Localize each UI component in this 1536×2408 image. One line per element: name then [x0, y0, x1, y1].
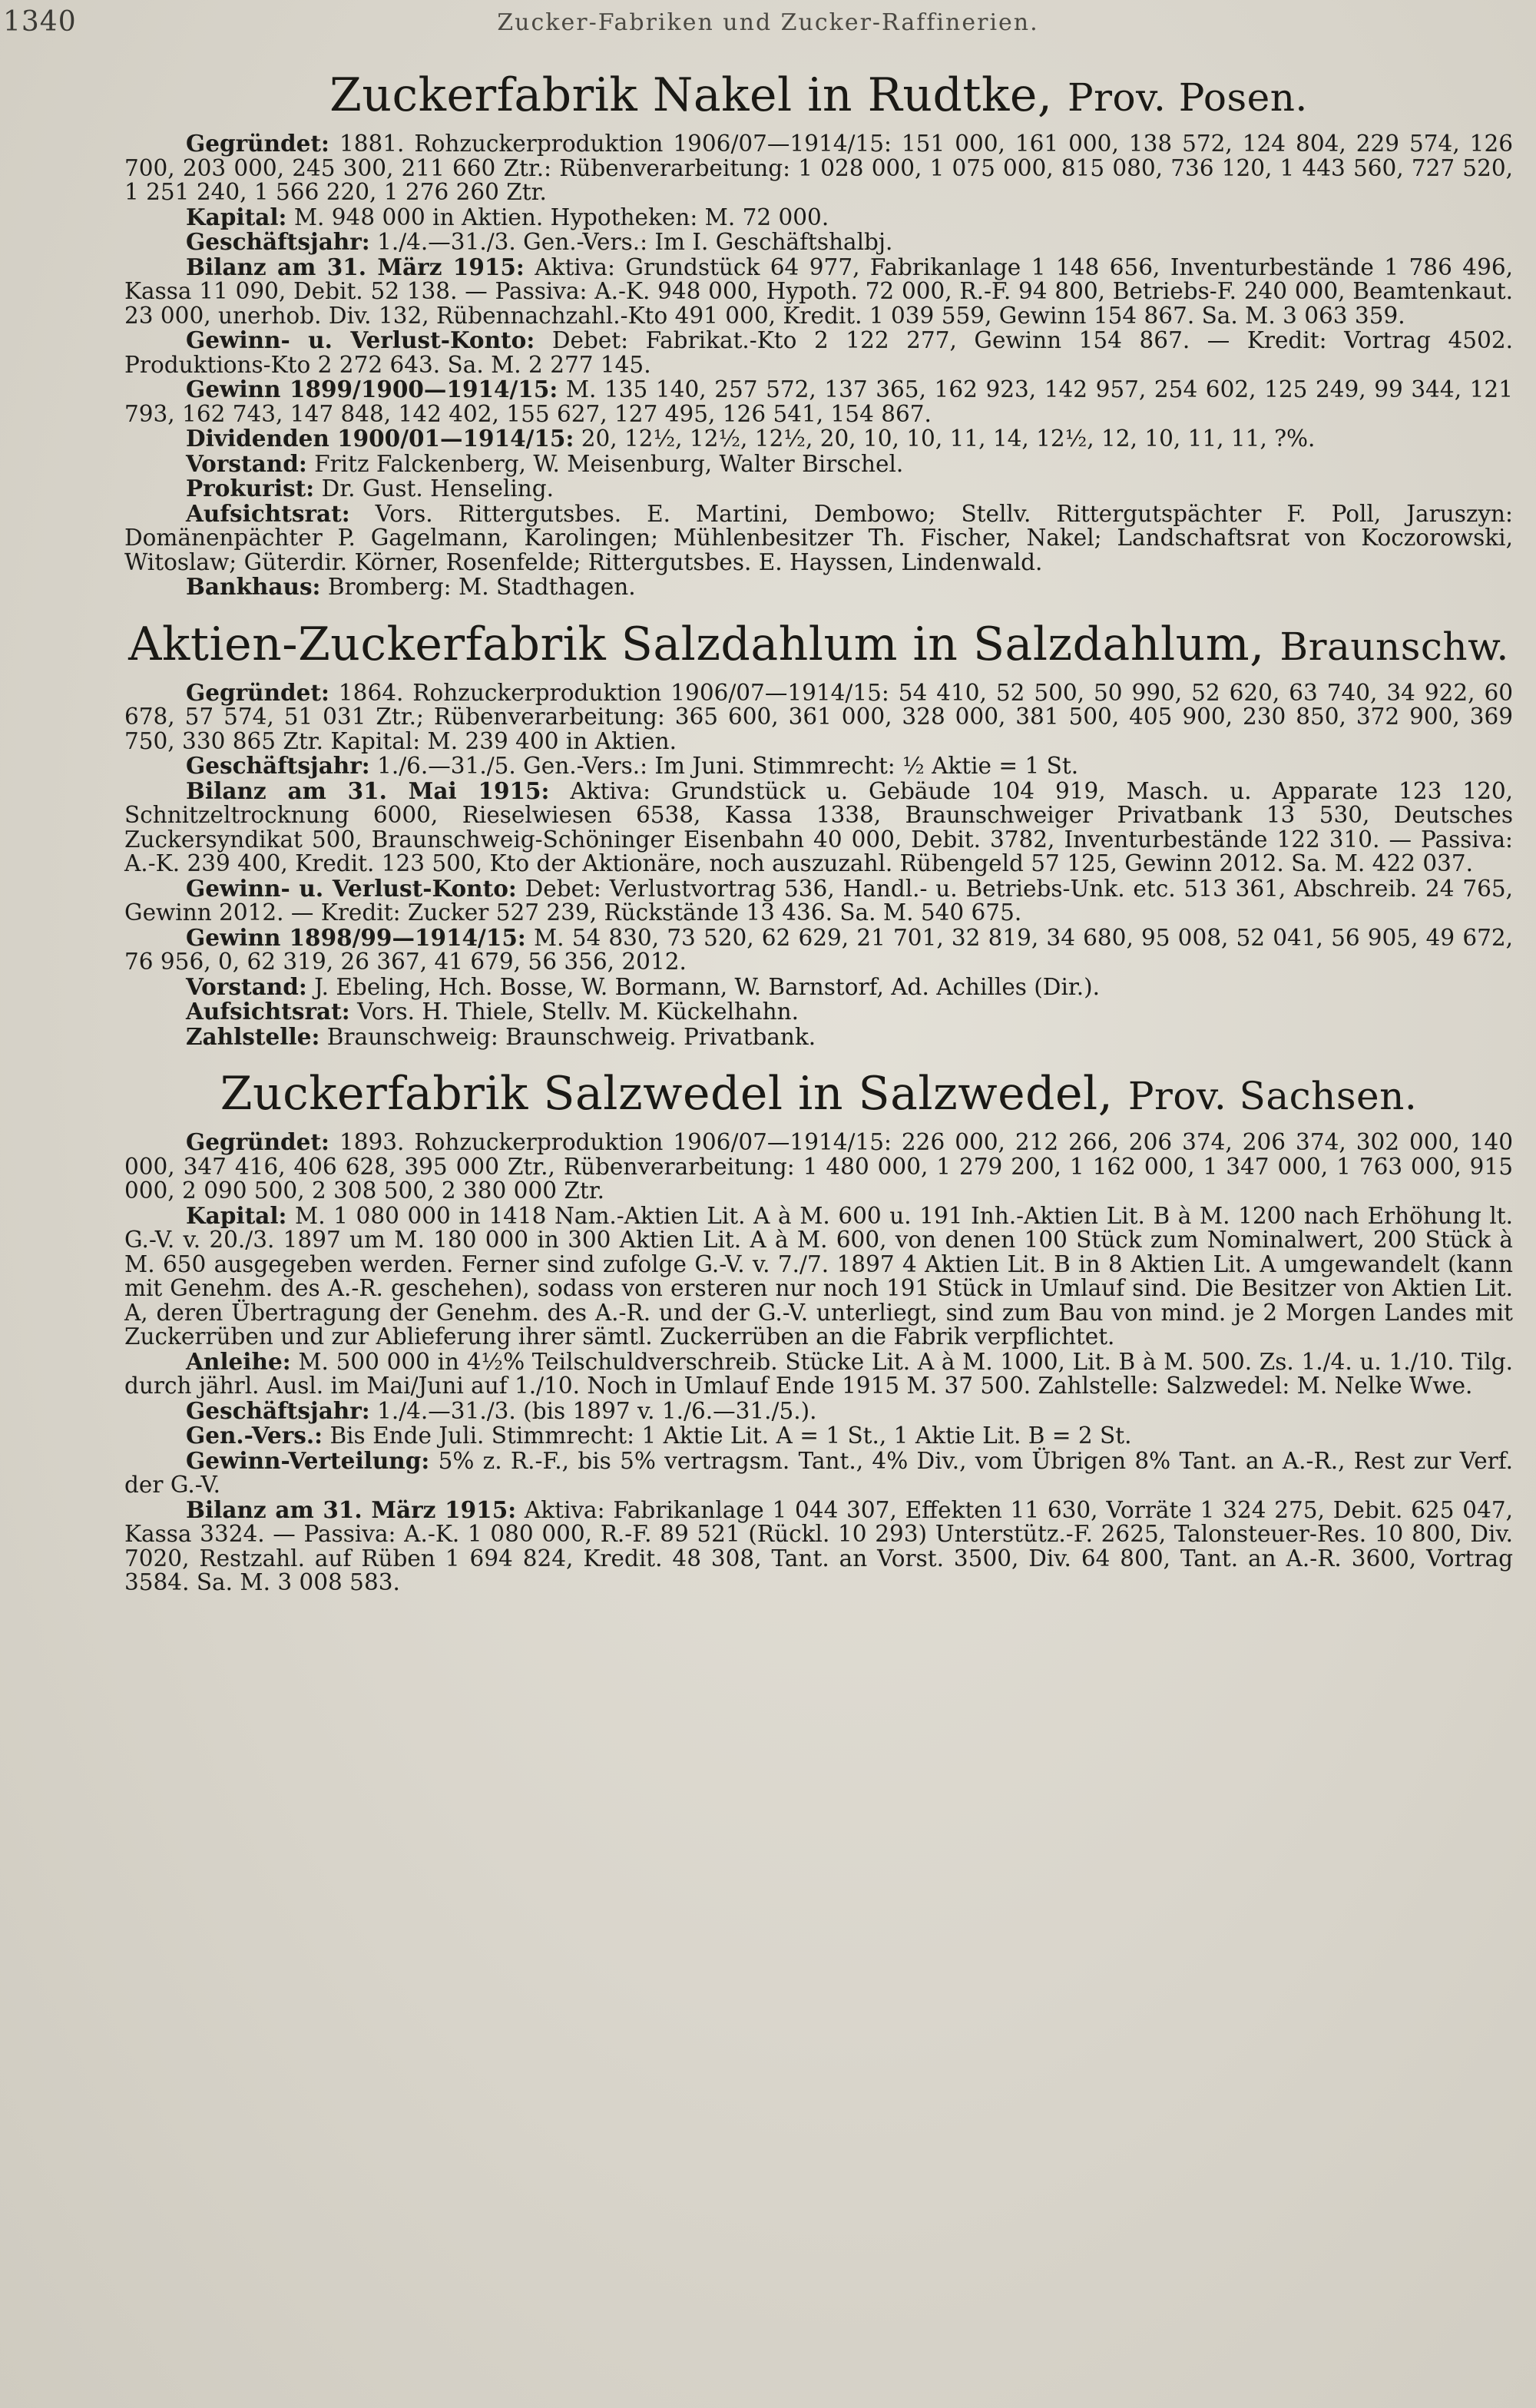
field-dividenden: Dividenden 1900/01—1914/15: 20, 12½, 12½, 12½, 20, 10, 10, 11, 14, 12½, 12, 10, 11, 11, ?%. [186, 425, 1316, 452]
field-anleihe: Anleihe: M. 500 000 in 4½% Teilschuldverschreib. Stücke Lit. A à M. 1000, Lit. B à M. 500. Zs. 1./4. u. 1./10. Tilg. durch jährl. Ausl. im Mai/Juni auf 1./10. Noch in Umlauf Ende 1915 M. 37 500. Zahlstelle: Salzwedel: M. Nelke Wwe. [124, 1347, 1513, 1399]
field-bilanz: Bilanz am 31. Mai 1915: Aktiva: Grundstück u. Gebäude 104 919, Masch. u. Apparate 123 120, Schnitzeltrocknung 6000, Rieselwiesen 6538, Kassa 1338, Braunschweiger Privatbank 13 530, Deutsches Zuckersyndikat 500, Braunschweig-Schöninger Eisenbahn 40 000, Debit. 3782, Inventurbestände 122 310. — Passiva: A.-K. 239 400, Kredit. 123 500, Kto der Aktionäre, noch auszuzahl. Rübengeld 57 125, Gewinn 2012. Sa. M. 422 037. [124, 777, 1513, 876]
company-title: Aktien-Zuckerfabrik Salzdahlum in Salzdahlum, [128, 617, 1265, 671]
running-title: Zucker-Fabriken und Zucker-Raffinerien. [497, 9, 1039, 36]
company-heading [124, 1060, 1513, 1130]
field-gegruendet: Gegründet: 1864. Rohzuckerproduktion 1906/07—1914/15: 54 410, 52 500, 50 990, 52 620, 63 740, 34 922, 60 678, 57 574, 51 031 Ztr.; Rübenverarbeitung: 365 600, 361 000, 328 000, 381 500, 405 900, 230 850, 372 900, 369 750, 330 865 Ztr. Kapital: M. 239 400 in Aktien. [124, 678, 1513, 754]
field-bankhaus: Bankhaus: Bromberg: M. Stadthagen. [186, 573, 636, 600]
running-head [0, 6, 1536, 41]
page-number: 1340 [3, 6, 77, 38]
field-geschaeftsjahr: Geschäftsjahr: 1./4.—31./3. Gen.-Vers.: Im I. Geschäftshalbj. [186, 228, 893, 255]
field-bilanz: Bilanz am 31. März 1915: Aktiva: Fabrikanlage 1 044 307, Effekten 11 630, Vorräte 1 324 275, Debit. 625 047, Kassa 3324. — Passiva: A.-K. 1 080 000, R.-F. 89 521 (Rückl. 10 293) Unterstütz.-F. 2625, Talonsteuer-Res. 10 800, Div. 7020, Restzahl. auf Rüben 1 694 824, Kredit. 48 308, Tant. an Vorst. 3500, Div. 64 800, Tant. an A.-R. 3600, Vortrag 3584. Sa. M. 3 008 583. [124, 1495, 1513, 1595]
field-geschaeftsjahr: Geschäftsjahr: 1./4.—31./3. (bis 1897 v. 1./6.—31./5.). [186, 1396, 817, 1424]
field-zahlstelle: Zahlstelle: Braunschweig: Braunschweig. Privatbank. [186, 1022, 816, 1050]
field-prokurist: Prokurist: Dr. Gust. Henseling. [186, 475, 554, 502]
field-aufsichtsrat: Aufsichtsrat: Vors. H. Thiele, Stellv. M. Kückelhahn. [186, 998, 799, 1025]
company-title: Zuckerfabrik Nakel in Rudtke, [329, 68, 1053, 122]
company-region: Prov. Sachsen. [1127, 1074, 1418, 1118]
company-entry-salzwedel [124, 1060, 1513, 1595]
field-bilanz: Bilanz am 31. März 1915: Aktiva: Grundstück 64 977, Fabrikanlage 1 148 656, Inventurbestände 1 786 496, Kassa 11 090, Debit. 52 138. — Passiva: A.-K. 948 000, Hypoth. 72 000, R.-F. 94 800, Betriebs-F. 240 000, Beamtenkaut. 23 000, unerhob. Div. 132, Rübennachzahl.-Kto 491 000, Kredit. 1 039 559, Gewinn 154 867. Sa. M. 3 063 359. [124, 253, 1513, 329]
page-content [124, 61, 1513, 1595]
company-heading [124, 611, 1513, 681]
field-gewinn-verlust-konto: Gewinn- u. Verlust-Konto: Debet: Verlustvortrag 536, Handl.- u. Betriebs-Unk. etc. 513 361, Abschreib. 24 765, Gewinn 2012. — Kredit: Zucker 527 239, Rückstände 13 436. Sa. M. 540 675. [124, 874, 1513, 926]
field-vorstand: Vorstand: J. Ebeling, Hch. Bosse, W. Bormann, W. Barnstorf, Ad. Achilles (Dir.). [186, 972, 1101, 1000]
field-gewinn: Gewinn 1898/99—1914/15: M. 54 830, 73 520, 62 629, 21 701, 32 819, 34 680, 95 008, 52 041, 56 905, 49 672, 76 956, 0, 62 319, 26 367, 41 679, 56 356, 2012. [124, 923, 1514, 975]
field-gegruendet: Gegründet: 1893. Rohzuckerproduktion 1906/07—1914/15: 226 000, 212 266, 206 374, 206 374, 302 000, 140 000, 347 416, 406 628, 395 000 Ztr., Rübenverarbeitung: 1 480 000, 1 279 200, 1 162 000, 1 347 000, 1 763 000, 915 000, 2 090 500, 2 308 500, 2 380 000 Ztr. [124, 1128, 1513, 1204]
field-kapital: Kapital: M. 948 000 in Aktien. Hypotheken: M. 72 000. [186, 203, 829, 230]
company-region: Prov. Posen. [1068, 75, 1308, 120]
field-aufsichtsrat: Aufsichtsrat: Vors. Rittergutsbes. E. Martini, Dembowo; Stellv. Rittergutspächter F. Poll, Jaruszyn: Domänenpächter P. Gagelmann, Karolingen; Mühlenbesitzer Th. Fischer, Nakel; Landschaftsrat von Koczorowski, Witoslaw; Güterdir. Körner, Rosenfelde; Rittergutsbes. E. Hayssen, Lindenwald. [124, 499, 1513, 575]
field-geschaeftsjahr: Geschäftsjahr: 1./6.—31./5. Gen.-Vers.: Im Juni. Stimmrecht: ½ Aktie = 1 St. [186, 752, 1079, 779]
company-entry-salzdahlum [124, 611, 1513, 1050]
company-title: Zuckerfabrik Salzwedel in Salzwedel, [220, 1067, 1114, 1121]
field-gegruendet: Gegründet: 1881. Rohzuckerproduktion 1906/07—1914/15: 151 000, 161 000, 138 572, 124 804, 229 574, 126 700, 203 000, 245 300, 211 660 Ztr.: Rübenverarbeitung: 1 028 000, 1 075 000, 815 080, 736 120, 1 443 560, 727 520, 1 251 240, 1 566 220, 1 276 260 Ztr. [124, 130, 1513, 205]
field-kapital: Kapital: M. 1 080 000 in 1418 Nam.-Aktien Lit. A à M. 600 u. 191 Inh.-Aktien Lit. B à M. 1200 nach Erhöhung lt. G.-V. v. 20./3. 1897 um M. 180 000 in 300 Aktien Lit. A à M. 600, von denen 100 Stück zum Nominalwert, 200 Stück à M. 650 ausgegeben werden. Ferner sind zufolge G.-V. v. 7./7. 1897 4 Aktien Lit. B in 8 Aktien Lit. A umgewandelt (kann mit Genehm. des A.-R. geschehen), sodass von ersteren nur noch 191 Stück in Umlauf sind. Die Besitzer von Aktien Lit. A, deren Übertragung der Genehm. des A.-R. und der G.-V. unterliegt, sind zum Bau von mind. je 2 Morgen Landes mit Zuckerrüben und zur Ablieferung ihrer sämtl. Zuckerrüben an die Fabrik verpflichtet. [124, 1201, 1513, 1350]
company-entry-nakel [124, 61, 1513, 600]
company-heading [124, 61, 1513, 131]
field-vorstand: Vorstand: Fritz Falckenberg, W. Meisenburg, Walter Birschel. [186, 449, 904, 477]
field-gewinn: Gewinn 1899/1900—1914/15: M. 135 140, 257 572, 137 365, 162 923, 142 957, 254 602, 125 249, 99 344, 121 793, 162 743, 147 848, 142 402, 155 627, 127 495, 126 541, 154 867. [124, 376, 1513, 427]
field-gen-vers: Gen.-Vers.: Bis Ende Juli. Stimmrecht: 1 Aktie Lit. A = 1 St., 1 Aktie Lit. B = 2 St. [186, 1422, 1132, 1449]
field-gewinn-verlust-konto: Gewinn- u. Verlust-Konto: Debet: Fabrikat.-Kto 2 122 277, Gewinn 154 867. — Kredit: Vortrag 4502. Produktions-Kto 2 272 643. Sa. M. 2 277 145. [124, 326, 1513, 378]
company-region: Braunschw. [1279, 624, 1509, 669]
field-gewinn-verteilung: Gewinn-Verteilung: 5% z. R.-F., bis 5% vertragsm. Tant., 4% Div., vom Übrigen 8% Tant. an A.-R., Rest zur Verf. der G.-V. [124, 1446, 1513, 1498]
